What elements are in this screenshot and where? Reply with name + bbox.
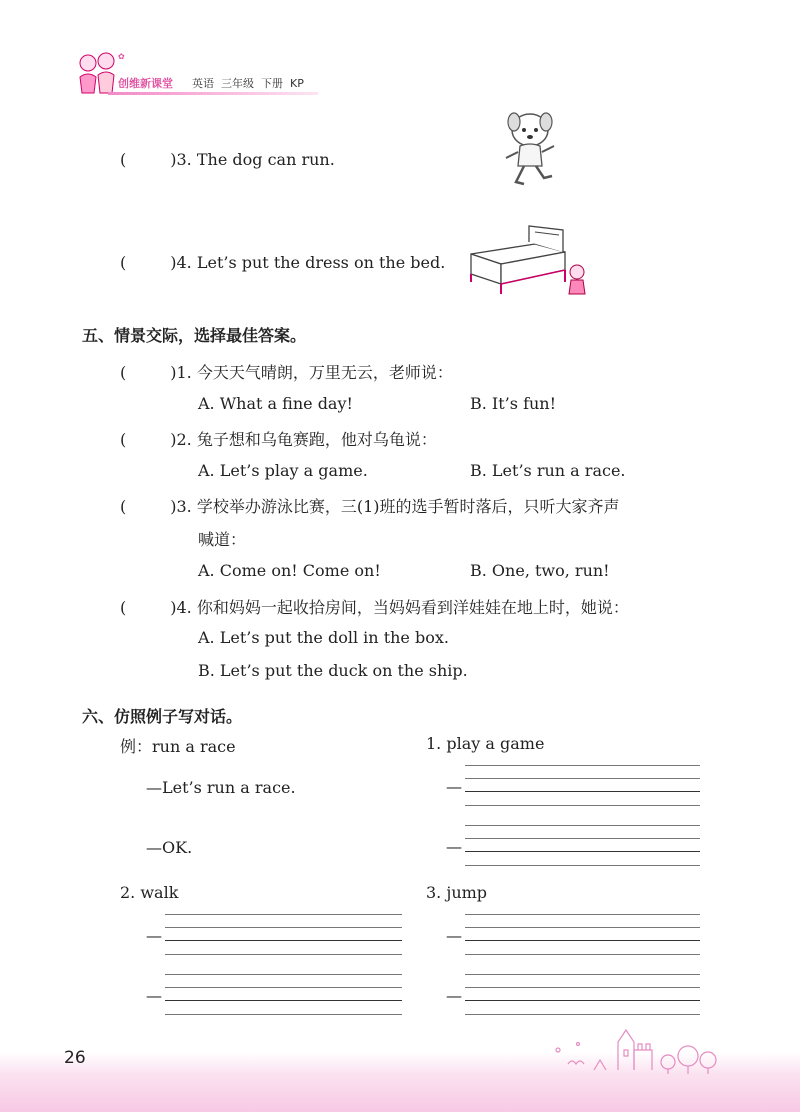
section5-title: 五、情景交际，选择最佳答案。 xyxy=(82,326,307,345)
s6-p1-writing-line[interactable] xyxy=(465,765,700,766)
s6-p1-dash-1: — xyxy=(446,777,462,796)
s5-question-1: ( )1. 今天天气晴朗，万里无云，老师说： xyxy=(120,363,453,382)
s6-p3-writing-line[interactable] xyxy=(465,940,700,941)
s6-p3-writing-line[interactable] xyxy=(465,954,700,955)
s5-question-3: ( )3. 学校举办游泳比赛，三(1)班的选手暂时落后，只听大家齐声 xyxy=(120,497,620,516)
s6-p2-dash-2: — xyxy=(146,986,162,1005)
s4-item-3-text: 3. The dog can run. xyxy=(176,150,335,169)
s6-prompt-1: 1. play a game xyxy=(426,734,545,753)
s6-p1-writing-line[interactable] xyxy=(465,791,700,792)
s6-p1-dash-2: — xyxy=(446,837,462,856)
s6-p2-dash-1: — xyxy=(146,926,162,945)
s6-p2-writing-line[interactable] xyxy=(165,927,402,928)
s6-p3-writing-line[interactable] xyxy=(465,1014,700,1015)
s6-p3-writing-line[interactable] xyxy=(465,1000,700,1001)
s5-q2-stem: 2. 兔子想和乌龟赛跑，他对乌龟说： xyxy=(176,430,437,449)
dog-running-icon xyxy=(498,108,564,190)
svg-text:✿: ✿ xyxy=(118,52,125,61)
s6-p3-dash-2: — xyxy=(446,986,462,1005)
header-underline xyxy=(108,92,318,95)
s6-p3-writing-line[interactable] xyxy=(465,914,700,915)
s6-p2-writing-line[interactable] xyxy=(165,954,402,955)
s6-p1-writing-line[interactable] xyxy=(465,865,700,866)
s5-q3-option-b: B. One, two, run! xyxy=(470,561,610,580)
s5-q3-stem-cont: 喊道： xyxy=(198,530,247,549)
bed-with-doll-icon xyxy=(465,222,600,300)
castle-decoration-icon xyxy=(548,1020,728,1075)
s5-question-2: ( )2. 兔子想和乌龟赛跑，他对乌龟说： xyxy=(120,430,437,449)
header-book-info: 英语 三年级 下册 KP xyxy=(192,77,304,90)
s6-p2-writing-line[interactable] xyxy=(165,987,402,988)
s6-p3-writing-line[interactable] xyxy=(465,987,700,988)
s6-p1-writing-line[interactable] xyxy=(465,825,700,826)
s6-p1-writing-line[interactable] xyxy=(465,778,700,779)
s6-p3-writing-line[interactable] xyxy=(465,974,700,975)
header-brand: 创维新课堂 xyxy=(118,77,173,90)
s6-example-line-2: —OK. xyxy=(146,838,193,857)
s5-q4-option-a: A. Let’s put the doll in the box. xyxy=(198,628,449,647)
section6-title: 六、仿照例子写对话。 xyxy=(82,707,243,726)
s4-item-4: ( )4. Let’s put the dress on the bed. xyxy=(120,253,446,272)
s5-q2-option-a: A. Let’s play a game. xyxy=(198,461,368,480)
s4-item-4-text: 4. Let’s put the dress on the bed. xyxy=(176,253,446,272)
s6-p1-writing-line[interactable] xyxy=(465,805,700,806)
s5-q4-stem: 4. 你和妈妈一起收拾房间，当妈妈看到洋娃娃在地上时，她说： xyxy=(176,598,629,617)
s6-p2-writing-line[interactable] xyxy=(165,974,402,975)
s6-p3-dash-1: — xyxy=(446,926,462,945)
s6-example-line-1: —Let’s run a race. xyxy=(146,778,296,797)
s6-prompt-3: 3. jump xyxy=(426,883,488,902)
s5-q3-stem: 3. 学校举办游泳比赛，三(1)班的选手暂时落后，只听大家齐声 xyxy=(176,497,620,516)
header xyxy=(60,45,330,100)
s6-prompt-2: 2. walk xyxy=(120,883,179,902)
s6-p1-writing-line[interactable] xyxy=(465,851,700,852)
s6-p1-writing-line[interactable] xyxy=(465,838,700,839)
s6-example-label: 例：run a race xyxy=(120,737,236,756)
s6-p2-writing-line[interactable] xyxy=(165,914,402,915)
s6-p2-writing-line[interactable] xyxy=(165,1000,402,1001)
page-number: 26 xyxy=(64,1048,86,1068)
s5-q3-option-a: A. Come on! Come on! xyxy=(198,561,381,580)
s5-question-4: ( )4. 你和妈妈一起收拾房间，当妈妈看到洋娃娃在地上时，她说： xyxy=(120,598,629,617)
s6-p3-writing-line[interactable] xyxy=(465,927,700,928)
s5-q1-option-a: A. What a fine day! xyxy=(198,394,353,413)
s5-q1-stem: 1. 今天天气晴朗，万里无云，老师说： xyxy=(176,363,453,382)
s6-p2-writing-line[interactable] xyxy=(165,1014,402,1015)
s5-q2-option-b: B. Let’s run a race. xyxy=(470,461,626,480)
s5-q1-option-b: B. It’s fun! xyxy=(470,394,557,413)
s6-p2-writing-line[interactable] xyxy=(165,940,402,941)
s4-item-3: ( )3. The dog can run. xyxy=(120,150,335,169)
s5-q4-option-b: B. Let’s put the duck on the ship. xyxy=(198,661,468,680)
